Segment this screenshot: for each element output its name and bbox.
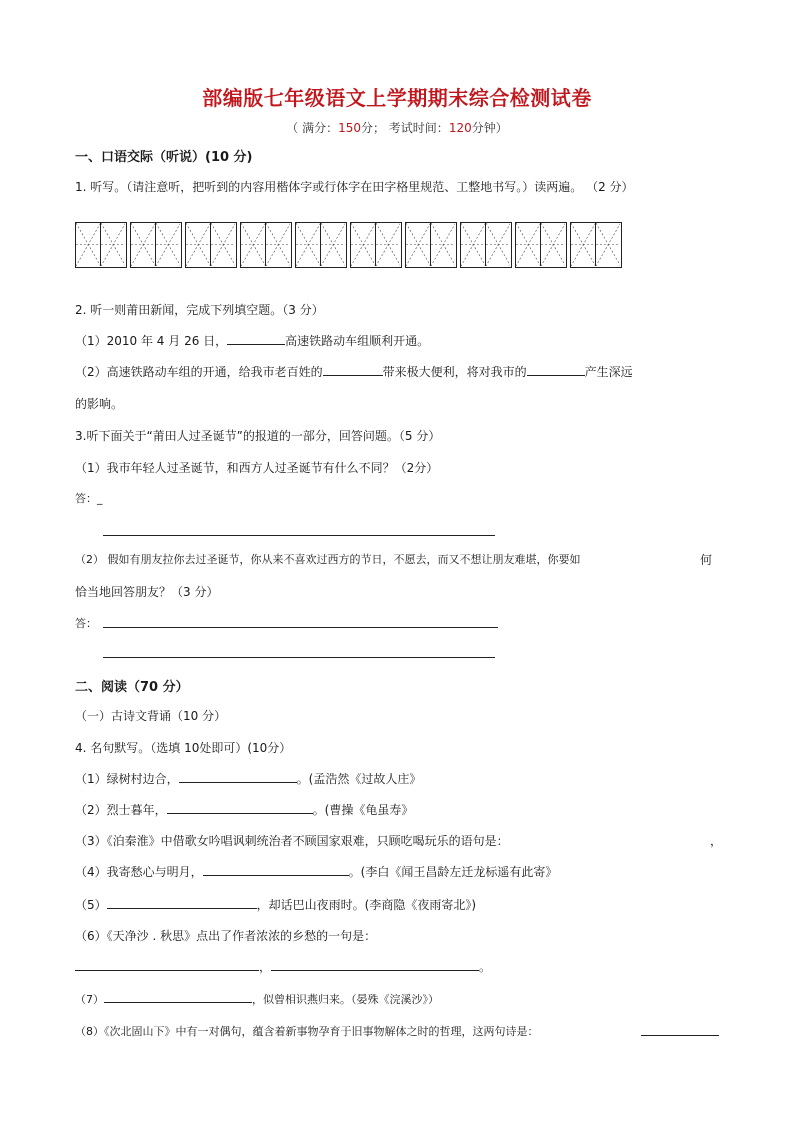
tianzige-half: [431, 223, 456, 266]
subsection-1-heading: （一）古诗文背诵（10 分）: [75, 709, 227, 723]
question-3-2-continued: 恰当地回答朋友？（3 分）: [75, 585, 219, 599]
tianzige-half: [266, 223, 291, 266]
poem-line-7-text-b: ，似曾相识燕归来。（晏殊《浣溪沙》）: [252, 993, 439, 1006]
exam-info: [0, 119, 794, 136]
tianzige-half: [406, 223, 431, 266]
poem-line-6-comma: ，: [259, 960, 272, 974]
tianzige-half: [461, 223, 486, 266]
poem-line-2-text-a: （2）烈士暮年，: [75, 803, 167, 817]
question-2-1: [75, 332, 429, 349]
tianzige-cell[interactable]: [570, 222, 622, 268]
answer-line-3[interactable]: [103, 657, 495, 658]
tianzige-half: [76, 223, 101, 266]
poem-line-6-period: 。: [479, 960, 492, 974]
question-4: 4. 名句默写。（选填 10处即可）(10分）: [75, 741, 292, 755]
q2-2-text-c: 产生深远: [584, 365, 633, 379]
poem-line-3: （3）《泊秦淮》中借歌女吟唱讽刺统治者不顾国家艰难，只顾吃喝玩乐的语句是：: [75, 834, 509, 848]
poem-line-1-text-a: （1）绿树村边合，: [75, 772, 179, 786]
time-value: 120: [448, 121, 472, 135]
poem-line-2-blank[interactable]: [167, 801, 313, 814]
section-1-heading: 一、口语交际（听说）(10 分): [75, 150, 253, 165]
tianzige-half: [376, 223, 401, 266]
tianzige-half: [241, 223, 266, 266]
poem-line-4-text-b: 。(李白《闻王昌龄左迁龙标遥有此寄》: [348, 865, 558, 879]
answer-label-2: 答：: [75, 617, 97, 630]
tianzige-grid[interactable]: [75, 222, 622, 268]
question-2: 2. 听一则莆田新闻，完成下列填空题。（3 分）: [75, 303, 324, 317]
question-2-2: [75, 363, 633, 380]
tianzige-half: [486, 223, 511, 266]
poem-line-4: [75, 863, 557, 880]
poem-line-1: [75, 770, 421, 787]
score-value: 150: [338, 121, 361, 135]
tianzige-half: [211, 223, 236, 266]
time-suffix: 分钟）: [471, 121, 508, 135]
page-title: 部编版七年级语文上学期期末综合检测试卷: [202, 86, 592, 110]
answer-line-2[interactable]: [103, 627, 498, 628]
poem-line-7-blank[interactable]: [104, 990, 252, 1003]
score-prefix: （ 满分：: [286, 121, 339, 135]
tianzige-half: [596, 223, 621, 266]
poem-line-5-text-b: ，却话巴山夜雨时。(李商隐《夜雨寄北》): [256, 898, 477, 912]
tianzige-cell[interactable]: [460, 222, 512, 268]
score-suffix: 分； 考试时间：: [360, 121, 449, 135]
section-2-heading: 二、阅读（70 分）: [75, 680, 189, 695]
poem-line-6: （6）《天净沙 . 秋思》点出了作者浓浓的乡愁的一句是：: [75, 929, 377, 943]
poem-line-5: [75, 896, 476, 913]
tianzige-half: [186, 223, 211, 266]
poem-line-6-blank-1[interactable]: [75, 958, 259, 971]
question-3-1: （1）我市年轻人过圣诞节，和西方人过圣诞节有什么不同？（2分）: [75, 461, 439, 475]
poem-line-4-blank[interactable]: [203, 863, 349, 876]
answer-label-1: 答：_: [75, 492, 103, 505]
tianzige-half: [516, 223, 541, 266]
q2-1-text-a: （1）2010 年 4 月 26 日，: [75, 334, 228, 348]
answer-line-1[interactable]: [103, 535, 495, 536]
q2-2-text-a: （2）高速铁路动车组的开通，给我市老百姓的: [75, 365, 323, 379]
tianzige-half: [101, 223, 126, 266]
tianzige-half: [321, 223, 346, 266]
tianzige-half: [296, 223, 321, 266]
tianzige-cell[interactable]: [240, 222, 292, 268]
poem-line-1-text-b: 。(孟浩然《过故人庄》: [296, 772, 422, 786]
q2-2-blank-2[interactable]: [527, 363, 585, 376]
poem-line-8: （8）《次北固山下》中有一对偶句，蕴含着新事物孕育于旧事物解体之时的哲理，这两句诗是：: [75, 1025, 539, 1038]
tianzige-cell[interactable]: [185, 222, 237, 268]
tianzige-cell[interactable]: [350, 222, 402, 268]
tianzige-cell[interactable]: [405, 222, 457, 268]
tianzige-half: [541, 223, 566, 266]
question-3-2: （2） 假如有朋友拉你去过圣诞节，你从来不喜欢过西方的节日，不愿去，而又不想让朋友难堪，你要如: [75, 553, 581, 566]
poem-line-3-comma: ，: [710, 834, 723, 848]
tianzige-cell[interactable]: [130, 222, 182, 268]
poem-line-7-text-a: （7）: [75, 993, 104, 1006]
poem-line-5-blank[interactable]: [107, 896, 257, 909]
poem-line-8-blank[interactable]: [641, 1035, 719, 1036]
q2-1-blank[interactable]: [227, 332, 285, 345]
poem-line-2: [75, 801, 413, 818]
question-3: 3.听下面关于“莆田人过圣诞节”的报道的一部分，回答问题。（5 分）: [75, 429, 441, 443]
question-1: 1. 听写。（请注意听，把听到的内容用楷体字或行体字在田字格里规范、工整地书写。）读两遍。 （2 分）: [75, 180, 634, 194]
question-3-2-end: 何: [700, 553, 713, 567]
poem-line-5-text-a: （5）: [75, 898, 107, 912]
tianzige-half: [156, 223, 181, 266]
poem-line-4-text-a: （4）我寄愁心与明月，: [75, 865, 203, 879]
tianzige-cell[interactable]: [515, 222, 567, 268]
q2-1-text-b: 高速铁路动车组顺利开通。: [285, 334, 430, 348]
tianzige-half: [571, 223, 596, 266]
poem-line-6-answer: [75, 958, 491, 975]
poem-line-2-text-b: 。(曹操《龟虽寿》: [312, 803, 414, 817]
q2-2-blank-1[interactable]: [323, 363, 383, 376]
q2-2-continued: 的影响。: [75, 397, 124, 411]
poem-line-7: [75, 990, 439, 1007]
q2-2-text-b: 带来极大便利，将对我市的: [382, 365, 527, 379]
tianzige-cell[interactable]: [75, 222, 127, 268]
poem-line-1-blank[interactable]: [179, 770, 297, 783]
tianzige-half: [351, 223, 376, 266]
poem-line-6-blank-2[interactable]: [271, 958, 479, 971]
tianzige-cell[interactable]: [295, 222, 347, 268]
tianzige-half: [131, 223, 156, 266]
